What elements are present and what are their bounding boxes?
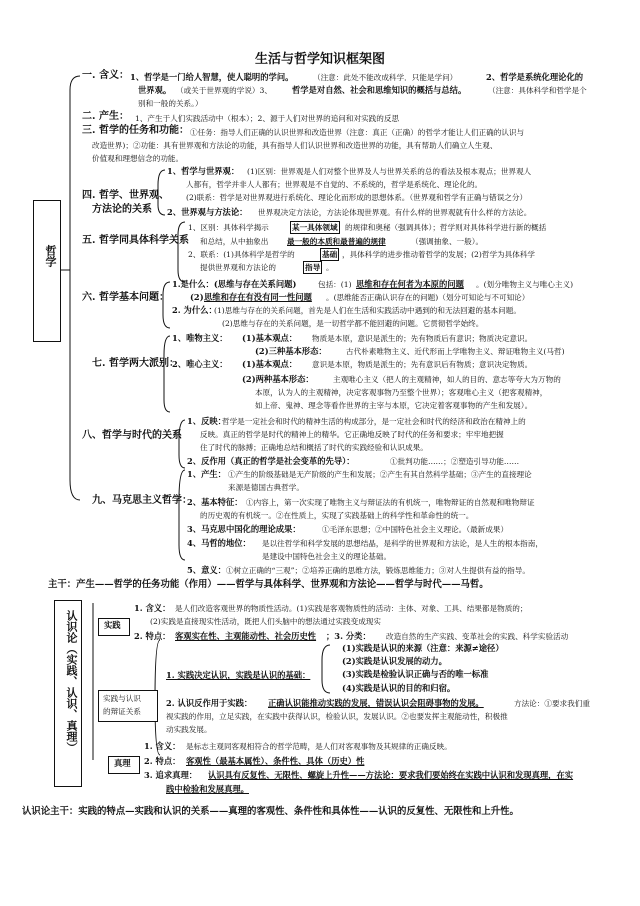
philosophy-label: 哲学 — [44, 245, 57, 267]
s1-line3: 别和一般的关系。） — [138, 99, 203, 108]
s5-line1b: 某一具体领域 — [292, 223, 338, 232]
s6-line3b: (1)思维与存在的关系问题，首先是人们在生活和实践活动中遇到的和无法回避的基本问题。 — [214, 306, 521, 315]
relation-line1a: 1. 实践决定认识，实践是认识的基础： — [166, 670, 311, 680]
section2-heading: 二. 产生： — [82, 111, 129, 122]
s6-line4: (2)思维与存在的关系问题，是一切哲学都不能回避的问题。它贯彻哲学始终。 — [222, 319, 484, 328]
s1-line1a: 1、哲学是一门给人智慧，使人聪明的学问。 — [130, 72, 294, 82]
s7-i4: 如上帝、鬼神、理念等看作世界的主宰与本原，它决定着客观事物的产生和发展）。 — [255, 401, 533, 410]
relation-line2c: 方法论：①要求我们重 — [514, 699, 590, 708]
s7-m2a: (2)三种基本形态： — [255, 346, 327, 356]
s9-line2: 来源是德国古典哲学。 — [228, 483, 304, 492]
section4-heading-2: 方法论的关系 — [92, 204, 152, 215]
s6-line1c: 思维和存在何者为本原的问题 — [356, 279, 464, 289]
s4-b-heading: 2、世界观与方法论： — [167, 207, 248, 217]
s9-line3b: ①内容上，第一次实现了唯物主义与辩证法的有机统一，唯物辩证的自然观和唯物辩证 — [246, 498, 535, 507]
truth-line3b: 认识具有反复性、无限性、螺旋上升性——方法论：要求我们要始终在实践中认识和发现真理，在实 — [208, 770, 574, 780]
s6-line2c: 。(思维能否正确认识存在的问题)（划分可知论与不可知论） — [326, 293, 530, 302]
s9-line7: 是建设中国特色社会主义的理论基础。 — [262, 552, 392, 561]
s5-line2a: 和总结，从中抽象出 — [200, 237, 269, 246]
s2-text: 1、产生于人们实践活动中（根本）；2、源于人们对世界的追问和对实践的反思 — [135, 114, 400, 123]
s4-a2: 人都有，哲学并非人人都有；世界观是不自觉的、不系统的，哲学是系统化、理论化的。 — [186, 180, 483, 189]
s9-line6b: 是以往哲学和科学发展的思想结晶，是科学的世界观和方法论，是人生的根本指南， — [262, 539, 543, 548]
s6-line1a: 1.是什么：(思维与存在关系问题) — [172, 279, 297, 289]
section1-heading: 一. 含义： — [82, 70, 129, 81]
s8-line1a: 1、反映： — [187, 416, 226, 426]
relation-line2a: 2. 认识反作用于实践： — [166, 698, 253, 708]
s5-line4c: 。 — [326, 263, 334, 272]
s1-line2d: （注意：具体科学和哲学是个 — [488, 86, 587, 95]
s9-line1b: ①产生的阶级基础是无产阶级的产生和发展；②产生有其自然科学基础；③产生的直接理论 — [228, 470, 532, 479]
s8-line2: 反映。真正的哲学是时代的精神上的精华。它正确地反映了时代的任务和要求；牢牢地把握 — [200, 430, 504, 439]
s4-b1: 世界观决定方法论，方法论体现世界观。有什么样的世界观就有什么样的方法论。 — [258, 208, 532, 217]
s8-line1b: 哲学是一定社会和时代的精神生活的构成部分，是一定社会和时代的经济和政治在精神上的 — [222, 417, 526, 426]
s5-line2b: 最一般的本质和最普遍的规律 — [287, 237, 386, 246]
relation-k4: (4)实践是认识的目的和归宿。 — [342, 683, 456, 693]
s1-line1b: （注意：此处不能改成科学．只能是学问） — [313, 73, 458, 82]
relation-line2b: 正确认识能推动实践的发展，错误认识会阻碍事物的发展。 — [268, 698, 484, 708]
section7-heading: 七. 哲学两大派别： — [92, 358, 179, 369]
s8-line4a: 2、反作用（真正的哲学是社会变革的先导）： — [187, 456, 355, 466]
s6-line1b: 包括：(1) — [318, 280, 352, 289]
section5-heading: 五. 哲学同具体科学关系 — [82, 235, 189, 246]
s8-line3: 住了时代的脉搏；正确地总结和概括了时代的实践经验和认识成果。 — [200, 443, 428, 452]
s7-idealism-heading: 2、唯心主义： — [172, 359, 228, 369]
practice-line2: (2)实践是直接现实性活动，既把人们头脑中的想法通过实践变成现实 — [150, 617, 381, 626]
s3-line3: 价值观和理想信念的功能。 — [92, 154, 184, 163]
page-title: 生活与哲学知识框架图 — [254, 52, 385, 67]
relation-box-label-2: 的辩证关系 — [103, 707, 141, 716]
s1-line2c: 哲学是对自然、社会和思维知识的概括与总结。 — [292, 85, 467, 95]
truth-line1a: 1. 含义： — [144, 741, 181, 751]
s7-i3: 本原，认为人的主观精神，决定客观事物乃至整个世界）；客观唯心主义（把客观精神， — [255, 388, 548, 397]
section9-heading: 九、马克思主义哲学： — [92, 495, 192, 506]
s9-line1a: 1、产生： — [187, 469, 226, 479]
s4-a1: (1)区别：世界观是人们对整个世界及人与世界关系的总的看法及根本观点；世界观人 — [247, 167, 532, 176]
practice-line3c: ；3. 分类： — [326, 631, 371, 641]
practice-box-label: 实践 — [104, 620, 121, 630]
epistemology-label: 认识论（实践、认识、真理） — [65, 610, 78, 753]
s9-line8a: 5、意义： — [187, 565, 226, 575]
section4-heading-1: 四. 哲学、世界观、 — [82, 190, 169, 201]
s9-line5b: ①毛泽东思想；②中国特色社会主义理论。（最新成果） — [322, 525, 509, 534]
s1-line2a: 世界观。 — [138, 85, 172, 95]
s3-line2: 改造世界)；②功能：具有世界观和方法论的功能，具有指导人们认识世界和改造世界的功能，具有帮助人们确立人生观、 — [92, 141, 498, 150]
s3-line1: ①任务：指导人们正确的认识世界和改造世界（注意：真正（正确）的哲学才能让人们正确的认识与 — [190, 128, 525, 137]
philosophy-label-box — [33, 200, 61, 342]
truth-line3a: 3. 追求真理： — [144, 770, 198, 780]
relation-k2: (2)实践是认识发展的动力。 — [342, 656, 447, 666]
s6-line2b: 思维和存在有没有同一性问题 — [204, 292, 312, 302]
s5-line4a: 提供世界观和方法论的 — [200, 263, 276, 272]
practice-line1a: 1. 含义： — [134, 603, 171, 613]
s5-line3b: 基础 — [322, 250, 338, 259]
s9-line5a: 3、马克思中国化的理论成果： — [187, 524, 301, 534]
s9-line6a: 4、马哲的地位： — [187, 538, 251, 548]
s5-line1a: 1、区别：具体科学揭示 — [188, 223, 269, 232]
section3-heading: 三. 哲学的任务和功能： — [82, 125, 189, 136]
s8-line4b: ①批判功能……；②塑造引导功能…… — [390, 457, 520, 466]
truth-line1b: 是标志主观同客观相符合的哲学范畴，是人们对客观事物及其规律的正确反映。 — [186, 742, 452, 751]
truth-line4: 践中检验和发展真理。 — [166, 784, 249, 794]
s7-i2b: 主观唯心主义（把人的主观精神，如人的目的、意志等夸大为万物的 — [333, 375, 561, 384]
s7-m2b: 古代朴素唯物主义、近代形而上学唯物主义、辩证唯物主义(马哲) — [346, 347, 565, 356]
s5-line3c: ，具体科学的进步推动着哲学的发展；(2)哲学为具体科学 — [342, 250, 536, 259]
s5-line4b: 指导 — [305, 263, 321, 272]
s7-i1b: 意识是本原，物质是派生的；先有意识后有物质；意识决定物质。 — [312, 360, 533, 369]
s7-i1a: (1)基本观点： — [242, 359, 298, 369]
s1-line1c: 2、哲学是系统化理论化的 — [486, 72, 584, 82]
s5-line3a: 2、联系：(1)具体科学是哲学的 — [188, 250, 295, 259]
relation-k1: (1)实践是认识的来源（注意：来源≠途径） — [342, 643, 504, 653]
relation-box-label-1: 实践与认识 — [103, 694, 141, 703]
s4-a-heading: 1、哲学与世界观： — [167, 166, 240, 176]
s7-m1b: 物质是本原，意识是派生的；先有物质后有意识；物质决定意识。 — [312, 334, 533, 343]
practice-line3d: 改造自然的生产实践、变革社会的实践、科学实验活动 — [386, 632, 569, 641]
truth-line2b: 客观性（最基本属性）、条件性、具体（历史）性 — [186, 756, 365, 766]
relation-line3: 视实践的作用，立足实践，在实践中获得认识，检验认识，发展认识。②也要发挥主观能动性，积极推 — [166, 712, 508, 721]
truth-box-label: 真理 — [114, 758, 131, 768]
s6-line2a: (2) — [190, 292, 204, 302]
s7-i2a: (2)两种基本形态： — [242, 374, 314, 384]
s5-line1c: 的规律和奥秘（强调具体）；哲学则对具体科学进行新的概括 — [345, 223, 547, 232]
s7-materialism-heading: 1、唯物主义： — [172, 333, 228, 343]
s9-line8b: ①树立正确的“三观”；②培养正确的思维方法，锻炼思维能力；③对人生提供有益的指导。 — [226, 566, 530, 575]
philosophy-main-trunk: 主干：产生——哲学的任务功能（作用）——哲学与具体科学、世界观和方法论——哲学与时代——马哲。 — [48, 579, 489, 590]
s9-line3a: 2、基本特征： — [187, 497, 243, 507]
s6-line3a: 2. 为什么： — [172, 305, 217, 315]
s9-line4: 的历史观的有机统一。②在性质上，实现了实践基础上的科学性和革命性的统一。 — [200, 511, 474, 520]
s7-m1a: (1)基本观点： — [242, 333, 298, 343]
truth-line2a: 2. 特点： — [144, 756, 181, 766]
section6-heading: 六. 哲学基本问题： — [82, 292, 169, 303]
section8-heading: 八、哲学与时代的关系 — [82, 430, 182, 441]
s6-line1d: 。(划分唯物主义与唯心主义) — [476, 280, 574, 289]
s5-line2c: （强调抽象、一般）。 — [411, 237, 484, 246]
relation-line4: 动实践发展。 — [166, 725, 212, 734]
relation-k3: (3)实践是检验认识正确与否的唯一标准 — [342, 669, 489, 679]
s4-a3: (2)联系：哲学是对世界观进行系统化、理论化而形成的思想体系。（世界观和哲学有正确与错误之分） — [186, 193, 528, 202]
s1-line2b: （或关于世界观的学说）3、 — [176, 86, 272, 95]
practice-line3b: 客观实在性、主观能动性、社会历史性 — [175, 631, 317, 641]
epistemology-main-trunk: 认识论主干：实践的特点—实践和认识的关系——真理的客观性、条件性和具体性——认识的反复性、无限性和上升性。 — [22, 806, 519, 817]
practice-line3a: 2. 特点： — [134, 631, 171, 641]
practice-line1b: 是人们改造客观世界的物质性活动。(1)实践是客观物质性的活动：主体、对象、工具、结果都是物质的； — [175, 604, 528, 613]
